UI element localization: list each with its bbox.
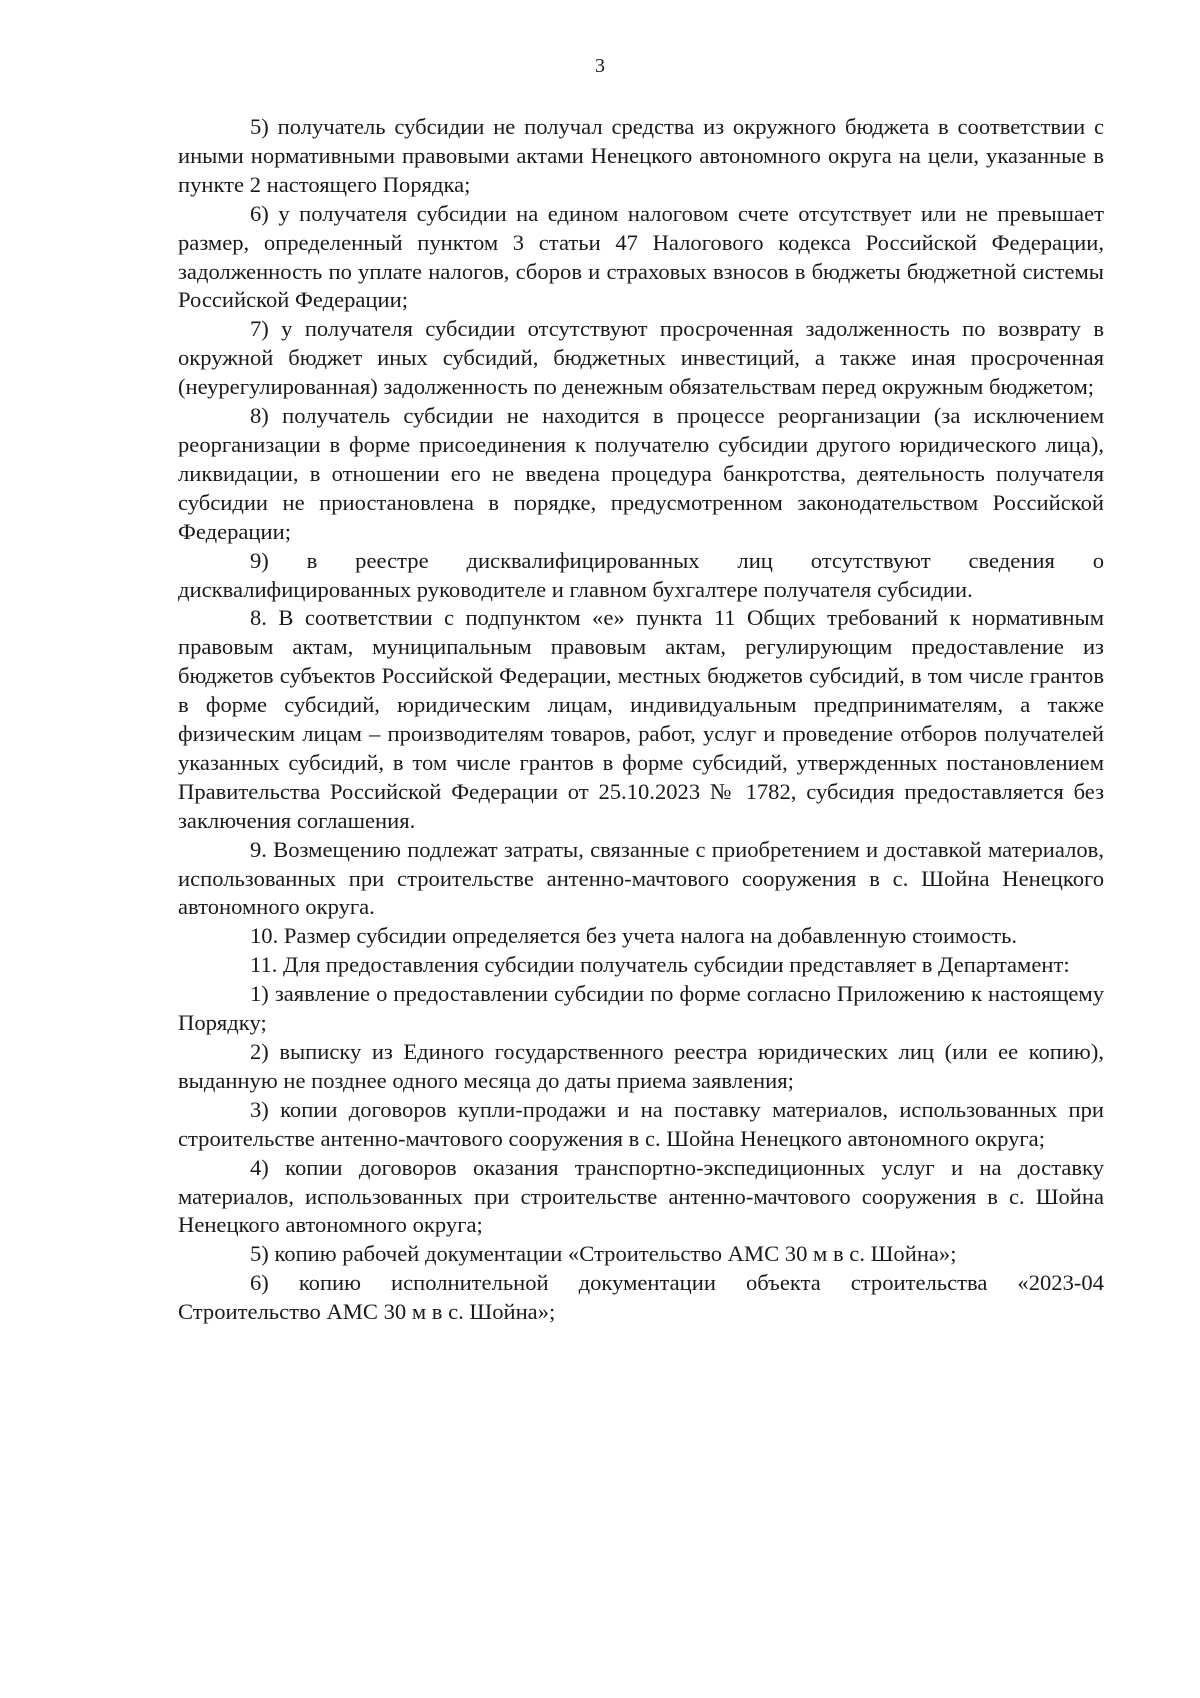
paragraph-item-11-subitem-5: 5) копию рабочей документации «Строительство АМС 30 м в с. Шойна»;: [250, 1241, 957, 1267]
paragraph-item-11: 11. Для предоставления субсидии получатель субсидии представляет в Департамент:: [250, 952, 1070, 978]
paragraph-subitem-8: 8) получатель субсидии не находится в процессе реорганизации (за исключением реорганизации в форме присоединения к получателю субсидии другого юридического лица), ликвидации, в отношении его не введена процедура банкротства, деятельность получателя субсидии не приостановлена в порядке, предусмотренном законодательством Российской Федерации;: [178, 403, 1104, 544]
document-body: [178, 113, 1104, 1327]
paragraph-subitem-5: 5) получатель субсидии не получал средства из окружного бюджета в соответствии с иными нормативными правовыми актами Ненецкого автономного округа на цели, указанные в пункте 2 настоящего Порядка;: [178, 114, 1104, 197]
paragraph-subitem-6: 6) у получателя субсидии на едином налоговом счете отсутствует или не превышает размер, определенный пунктом 3 статьи 47 Налогового кодекса Российской Федерации, задолженность по уплате налогов, сборов и страховых взносов в бюджеты бюджетной системы Российской Федерации;: [178, 200, 1104, 313]
page-number: 3: [595, 55, 605, 77]
paragraph-item-11-subitem-3: 3) копии договоров купли-продажи и на поставку материалов, использованных при строительстве антенно-мачтового сооружения в с. Шойна Ненецкого автономного округа;: [178, 1096, 1104, 1151]
paragraph-subitem-9: 9) в реестре дисквалифицированных лиц отсутствуют сведения о дисквалифицированных руководителе и главном бухгалтере получателя субсидии.: [178, 547, 1104, 602]
paragraph-item-11-subitem-1: 1) заявление о предоставлении субсидии по форме согласно Приложению к настоящему Порядку;: [178, 981, 1104, 1036]
paragraph-item-11-subitem-4: 4) копии договоров оказания транспортно-экспедиционных услуг и на доставку материалов, использованных при строительстве антенно-мачтового сооружения в с. Шойна Ненецкого автономного округа;: [178, 1154, 1104, 1238]
paragraph-item-8: 8. В соответствии с подпунктом «е» пункта 11 Общих требований к нормативным правовым актам, муниципальным правовым актам, регулирующим предоставление из бюджетов субъектов Российской Федерации, местных бюджетов субсидий, в том числе грантов в форме субсидий, юридическим лицам, индивидуальным предпринимателям, а также физическим лицам – производителям товаров, работ, услуг и проведение отборов получателей указанных субсидий, в том числе грантов в форме субсидий, утвержденных постановлением Правительства Российской Федерации от 25.10.2023 № 1782, субсидия предоставляется без заключения соглашения.: [178, 605, 1104, 833]
paragraph-item-9: 9. Возмещению подлежат затраты, связанные с приобретением и доставкой материалов, использованных при строительстве антенно-мачтового сооружения в с. Шойна Ненецкого автономного округа.: [178, 836, 1104, 920]
paragraph-item-11-subitem-2: 2) выписку из Единого государственного реестра юридических лиц (или ее копию), выданную не позднее одного месяца до даты приема заявления;: [178, 1039, 1104, 1093]
paragraph-item-11-subitem-6: 6) копию исполнительной документации объекта строительства «2023-04 Строительство АМС 30 м в с. Шойна»;: [178, 1270, 1104, 1325]
paragraph-item-10: 10. Размер субсидии определяется без учета налога на добавленную стоимость.: [250, 923, 1018, 949]
paragraph-subitem-7: 7) у получателя субсидии отсутствуют просроченная задолженность по возврату в окружной бюджет иных субсидий, бюджетных инвестиций, а также иная просроченная (неурегулированная) задолженность по денежным обязательствам перед окружным бюджетом;: [178, 316, 1104, 400]
